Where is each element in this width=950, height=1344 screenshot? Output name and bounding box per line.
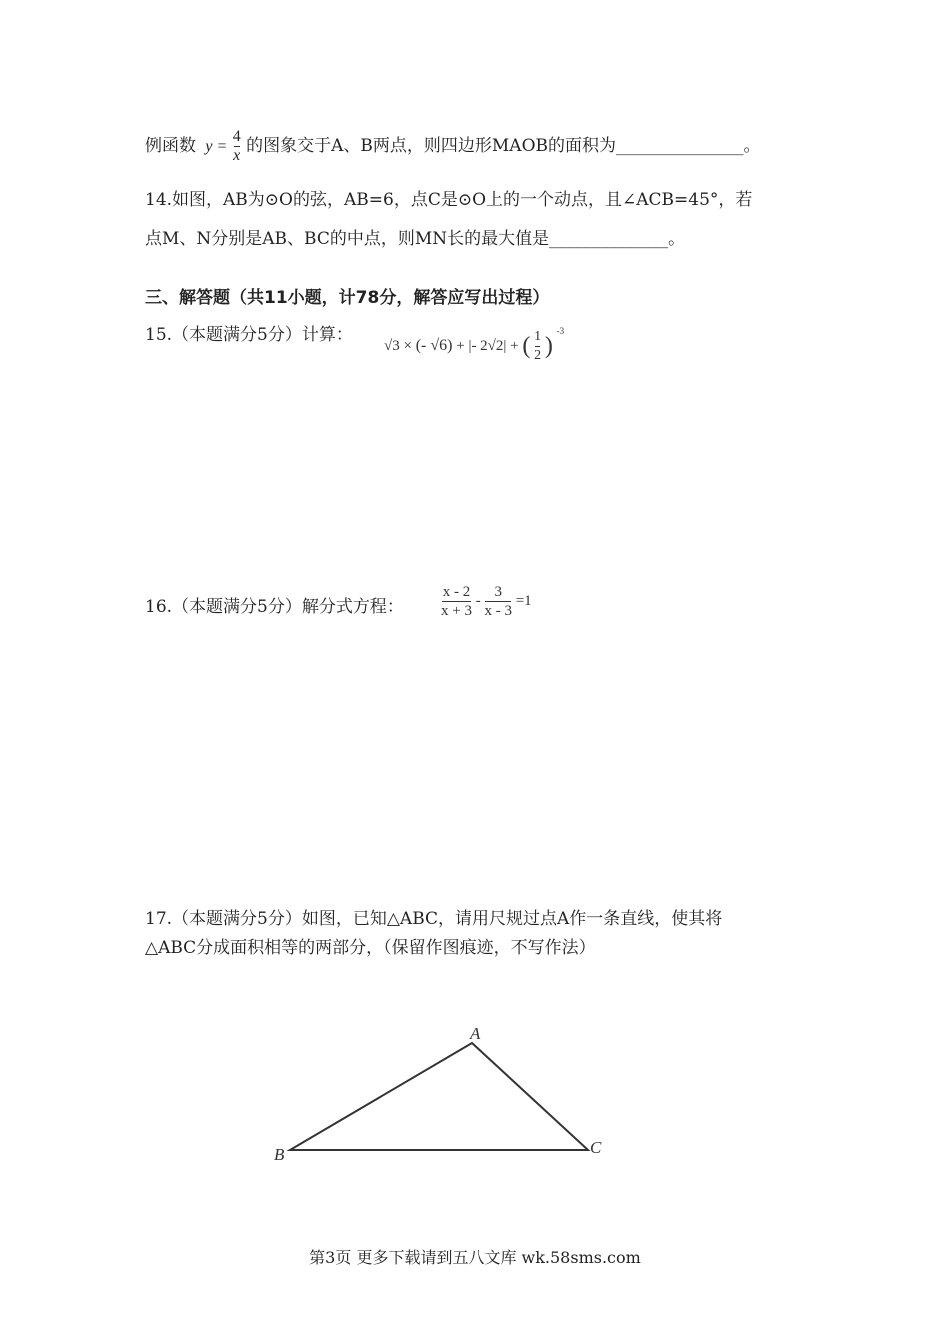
q15-paren-close: )	[544, 333, 553, 359]
vertex-label-b: B	[274, 1145, 285, 1164]
q13-tail-line	[145, 128, 761, 165]
q15-part1: √3 ×	[384, 337, 412, 354]
q15-frac-den: 2	[534, 348, 542, 363]
q16-minus: -	[475, 592, 481, 609]
q16-frac1-num: x - 2	[442, 584, 471, 600]
q15-exponent: -3	[556, 325, 565, 336]
vertex-label-a: A	[470, 1024, 481, 1043]
q16-rhs: =1	[515, 592, 532, 609]
q13-frac-num: 4	[232, 128, 241, 145]
q16-equation	[441, 583, 532, 620]
triangle-abc-figure	[260, 1015, 620, 1175]
q15-fraction	[534, 328, 541, 365]
q15-expression	[384, 325, 565, 365]
section-3-title: 三、解答题（共11小题，计78分，解答应写出过程）	[145, 288, 550, 308]
q13-prefix: 例函数	[145, 136, 196, 156]
q16-fraction-2	[484, 583, 512, 620]
q14-line1: 14.如图，AB为⊙O的弦，AB=6，点C是⊙O上的一个动点，且∠ACB=45°，若	[145, 190, 753, 210]
q15-paren-open: (	[522, 333, 531, 359]
q17-line1: 17.（本题满分5分）如图，已知△ABC，请用尺规过点A作一条直线，使其将	[145, 909, 723, 929]
q13-suffix: 的图象交于A、B两点，则四边形MAOB的面积为_______________。	[246, 136, 761, 156]
q15-part4: |- 2√2|	[468, 337, 507, 354]
q14-line2: 点M、N分别是AB、BC的中点，则MN长的最大值是______________。	[145, 229, 686, 249]
q17-line2: △ABC分成面积相等的两部分，（保留作图痕迹，不写作法）	[145, 938, 596, 958]
q16-frac2-den: x - 3	[484, 603, 512, 619]
q15-part2: (- √6)	[415, 336, 453, 354]
q15-part5: +	[510, 337, 519, 354]
triangle-abc	[290, 1043, 588, 1150]
vertex-label-c: C	[590, 1138, 602, 1157]
q15-label: 15.（本题满分5分）计算：	[145, 325, 353, 345]
q16-label: 16.（本题满分5分）解分式方程：	[145, 597, 404, 617]
q13-frac-den: x	[233, 147, 241, 164]
q13-y-eq: y =	[205, 138, 228, 155]
page-footer: 第3页 更多下载请到五八文库 wk.58sms.com	[309, 1248, 641, 1267]
q16-fraction-1	[441, 583, 472, 620]
q16-frac2-num: 3	[494, 584, 502, 600]
q16-frac1-den: x + 3	[441, 603, 472, 619]
q15-part3: +	[456, 337, 465, 354]
q15-frac-num: 1	[534, 329, 542, 344]
q13-fraction	[233, 128, 241, 165]
